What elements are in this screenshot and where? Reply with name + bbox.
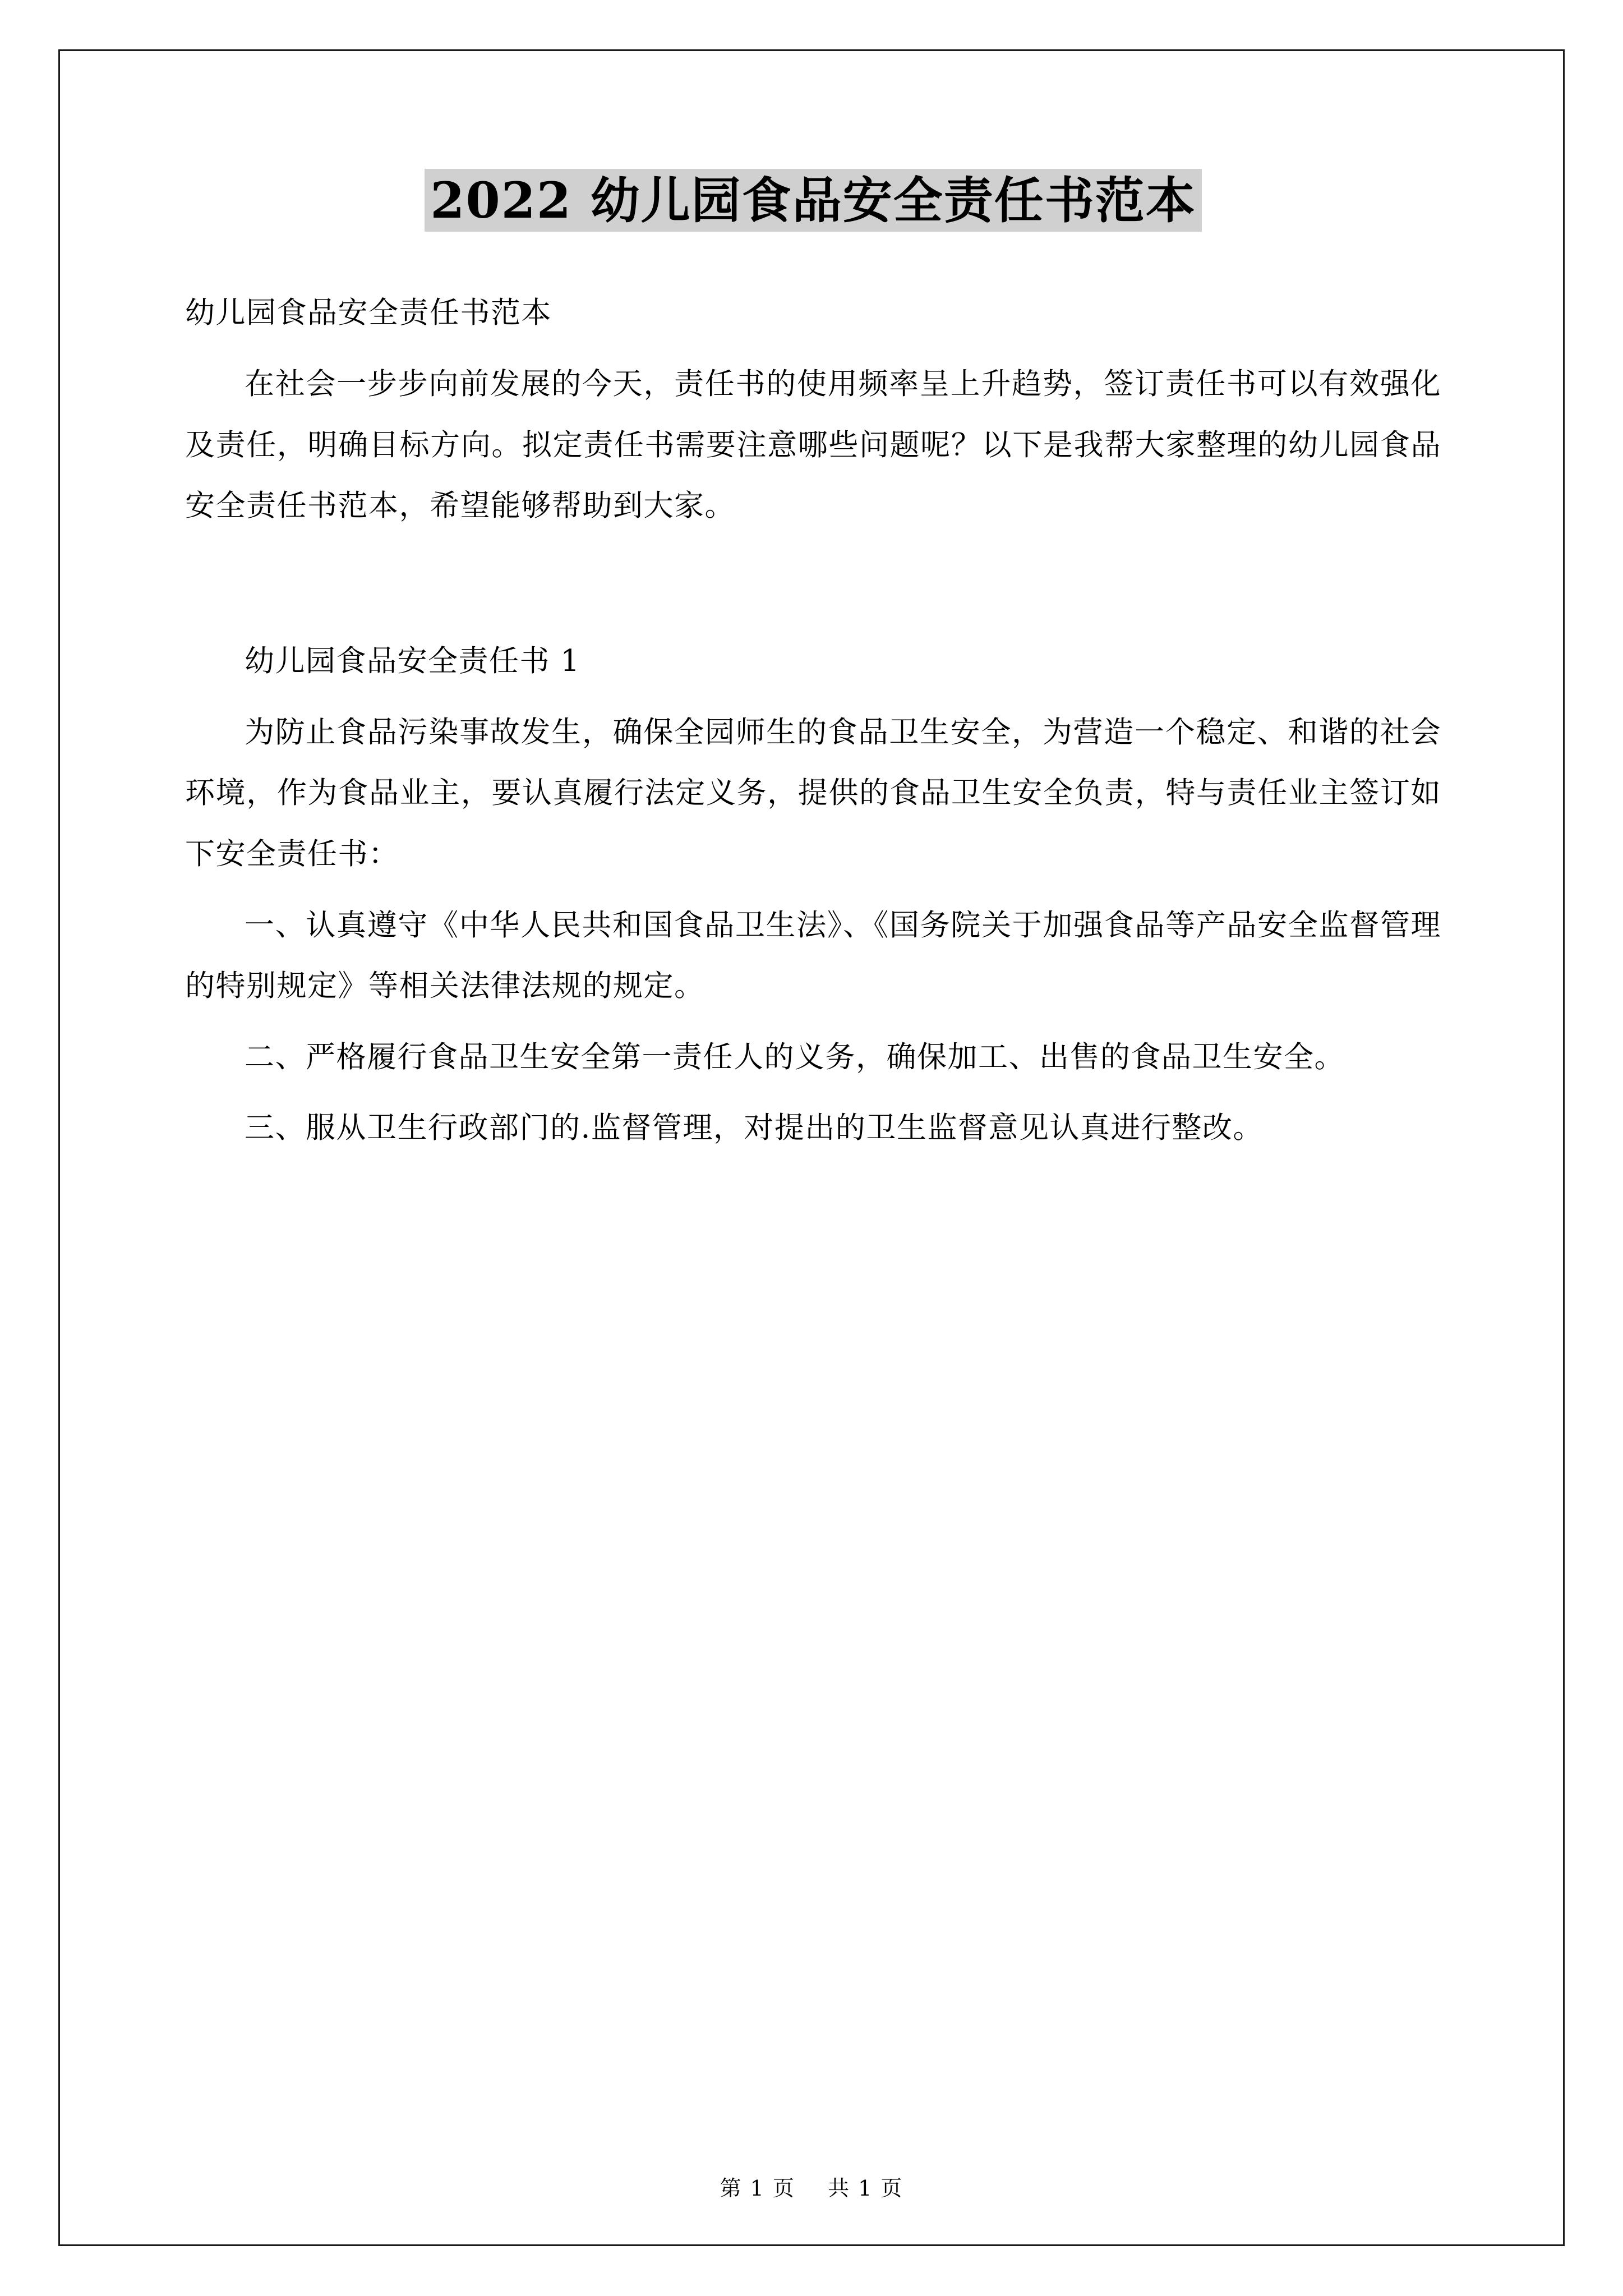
paragraph-clause-2: 二、严格履行食品卫生安全第一责任人的义务，确保加工、出售的食品卫生安全。	[245, 1039, 1345, 1074]
paragraph-subtitle: 幼儿园食品安全责任书范本	[185, 296, 552, 330]
page-title-text: 2022 幼儿园食品安全责任书范本	[425, 169, 1202, 232]
paragraph-clause-3: 三、服从卫生行政部门的.监督管理，对提出的卫生监督意见认真进行整改。	[245, 1111, 1264, 1145]
page-title	[185, 168, 1441, 232]
paragraph-section-1-heading: 幼儿园食品安全责任书 1	[245, 643, 580, 678]
paragraph-clause-1: 一、认真遵守《中华人民共和国食品卫生法》、《国务院关于加强食品等产品安全监督管理的特别规定》等相关法律法规的规定。	[185, 908, 1441, 1004]
paragraph-section-1-preamble: 为防止食品污染事故发生，确保全园师生的食品卫生安全，为营造一个稳定、和谐的社会环境，作为食品业主，要认真履行法定义务，提供的食品卫生安全负责，特与责任业主签订如下安全责任书：	[185, 715, 1441, 871]
footer-total-pages: 共 1 页	[828, 2176, 903, 2201]
page-footer	[0, 2171, 1623, 2202]
footer-current-page: 第 1 页	[720, 2176, 795, 2201]
paragraph-spacer	[185, 547, 1441, 631]
document-body	[185, 168, 1441, 1169]
paragraph-intro: 在社会一步步向前发展的今天，责任书的使用频率呈上升趋势，签订责任书可以有效强化及责任，明确目标方向。拟定责任书需要注意哪些问题呢？以下是我帮大家整理的幼儿园食品安全责任书范本，希望能够帮助到大家。	[185, 367, 1441, 523]
